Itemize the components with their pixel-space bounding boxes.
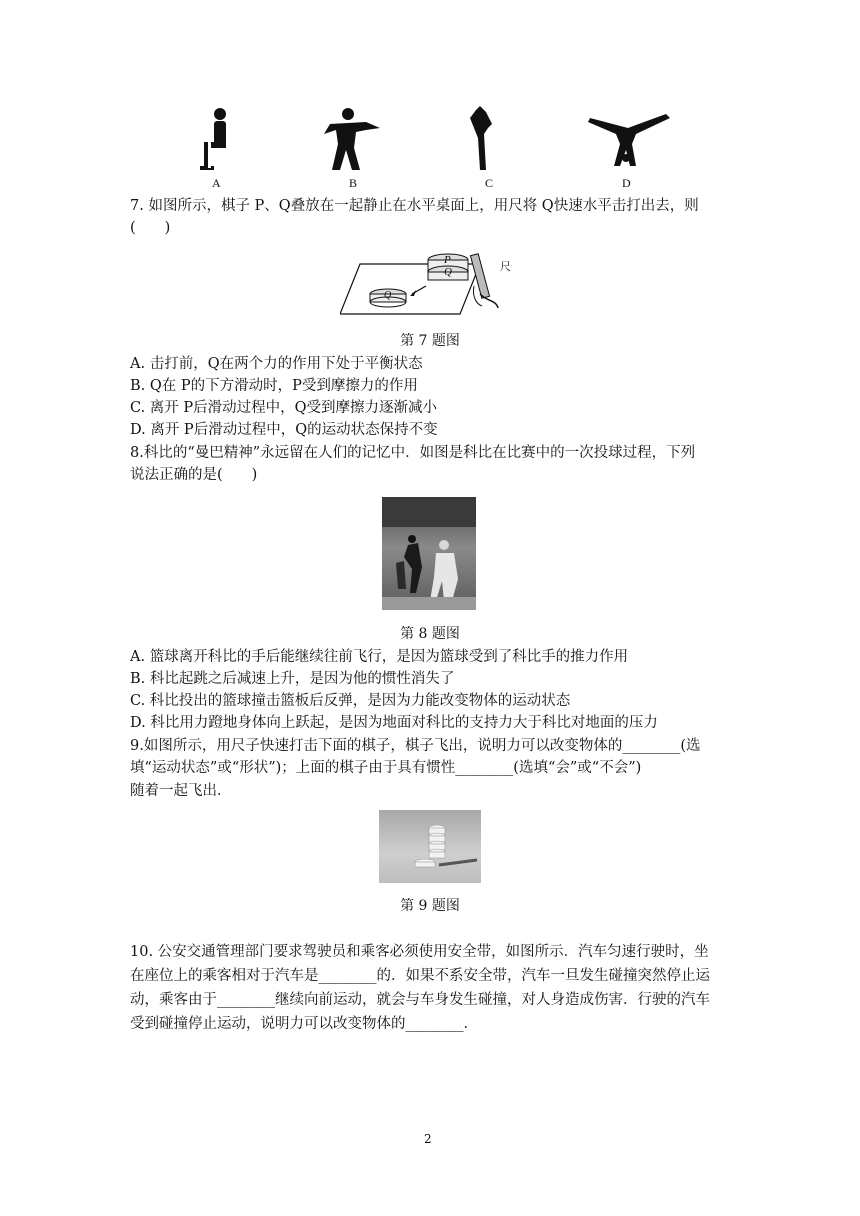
q7-caption: 第 7 题图 — [400, 333, 460, 349]
q7-option-d: D. 离开 P后滑动过程中，Q的运动状态保持不变 — [130, 422, 438, 438]
q10-line4: 受到碰撞停止运动，说明力可以改变物体的________． — [130, 1016, 478, 1032]
figure-c-gymnast — [470, 106, 492, 170]
ruler-and-hand — [470, 254, 498, 308]
label-d: D — [622, 176, 631, 190]
label-ruler: 尺 — [500, 261, 511, 273]
q9-chess-pieces-photo — [379, 810, 481, 883]
q8-stem-line1: 8.科比的“曼巴精神”永远留在人们的记忆中．如图是科比在比赛中的一次投球过程，下列 — [130, 445, 696, 461]
figure-d-handstand — [588, 114, 670, 166]
q8-option-d: D. 科比用力蹬地身体向上跃起，是因为地面对科比的支持力大于科比对地面的压力 — [130, 715, 658, 731]
q7-stem-line2: ( ) — [130, 220, 171, 236]
q10-line2: 在座位上的乘客相对于汽车是________的．如果不系安全带，汽车一旦发生碰撞突然停止运 — [130, 968, 710, 984]
q7-option-c: C. 离开 P后滑动过程中，Q受到摩擦力逐渐减小 — [130, 400, 438, 416]
label-b: B — [349, 176, 358, 190]
q7-diagram — [340, 246, 520, 316]
q7-stem-line1: 7. 如图所示，棋子 P、Q叠放在一起静止在水平桌面上，用尺将 Q快速水平击打出去，则 — [130, 198, 699, 214]
q8-option-b: B. 科比起跳之后减速上升，是因为他的惯性消失了 — [130, 671, 455, 687]
q9-line3: 随着一起飞出． — [130, 783, 232, 799]
q8-stem-line2: 说法正确的是( ) — [130, 467, 258, 483]
label-c: C — [485, 176, 494, 190]
q9-line2: 填“运动状态”或“形状”)；上面的棋子由于具有惯性________(选填“会”或“不会”) — [130, 760, 642, 776]
q6-figure — [180, 104, 680, 194]
q7-option-b: B. Q在 P的下方滑动时，P受到摩擦力的作用 — [130, 378, 418, 394]
q8-option-c: C. 科比投出的篮球撞击篮板后反弹，是因为力能改变物体的运动状态 — [130, 693, 571, 709]
figure-a-sitting — [200, 108, 226, 170]
q6-silhouettes — [180, 104, 680, 174]
label-q-slid: Q — [384, 290, 392, 301]
label-q-top: Q — [444, 266, 452, 278]
label-p: P — [444, 254, 451, 266]
q8-option-a: A. 篮球离开科比的手后能继续往前飞行，是因为篮球受到了科比手的推力作用 — [130, 649, 629, 665]
q7-figure — [340, 246, 520, 316]
figure-b-kick — [324, 108, 380, 170]
q8-caption: 第 8 题图 — [400, 626, 460, 642]
q10-line3: 动，乘客由于________继续向前运动，就会与车身发生碰撞，对人身造成伤害．行驶的汽车 — [130, 992, 710, 1008]
q7-option-a: A. 击打前，Q在两个力的作用下处于平衡状态 — [130, 356, 423, 372]
q8-basketball-photo — [382, 497, 476, 610]
q9-line1: 9.如图所示，用尺子快速打击下面的棋子，棋子飞出，说明力可以改变物体的________(选 — [130, 738, 701, 754]
q10-line1: 10. 公安交通管理部门要求驾驶员和乘客必须使用安全带，如图所示．汽车匀速行驶时，坐 — [130, 944, 709, 960]
page-number: 2 — [424, 1132, 432, 1146]
label-a: A — [212, 176, 221, 190]
q9-caption: 第 9 题图 — [400, 898, 460, 914]
